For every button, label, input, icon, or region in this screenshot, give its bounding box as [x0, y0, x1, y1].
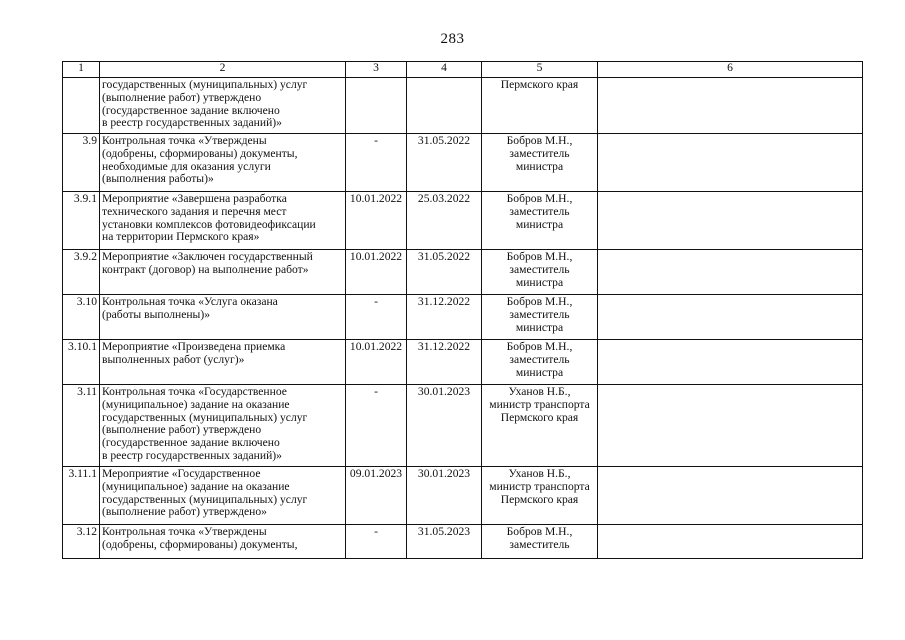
- row-number: 3.10: [63, 295, 100, 340]
- row-end-date: 31.05.2022: [407, 250, 482, 295]
- row-start-date: -: [346, 295, 407, 340]
- table-row: [63, 295, 863, 340]
- row-note: [598, 78, 863, 134]
- row-description: Мероприятие «Государственное (муниципальное) задание на оказание государственных (муниципальных) услуг (выполнение работ) утверждено»: [100, 467, 346, 525]
- table-row: [63, 385, 863, 467]
- row-number: 3.9: [63, 134, 100, 192]
- header-cell: 2: [100, 62, 346, 78]
- row-responsible: Пермского края: [482, 78, 598, 134]
- row-start-date: 10.01.2022: [346, 340, 407, 385]
- header-cell: 4: [407, 62, 482, 78]
- table-row: [63, 525, 863, 559]
- row-start-date: 09.01.2023: [346, 467, 407, 525]
- row-responsible: Бобров М.Н., заместитель министра: [482, 295, 598, 340]
- row-responsible: Бобров М.Н., заместитель министра: [482, 192, 598, 250]
- row-description: государственных (муниципальных) услуг (выполнение работ) утверждено (государственное задание включено в реестр государственных заданий)»: [100, 78, 346, 134]
- row-note: [598, 385, 863, 467]
- row-end-date: 31.12.2022: [407, 295, 482, 340]
- row-description: Мероприятие «Заключен государственный контракт (договор) на выполнение работ»: [100, 250, 346, 295]
- row-responsible: Бобров М.Н., заместитель министра: [482, 134, 598, 192]
- table-body: [63, 78, 863, 559]
- row-start-date: -: [346, 134, 407, 192]
- row-note: [598, 295, 863, 340]
- row-number: 3.10.1: [63, 340, 100, 385]
- table-row: [63, 134, 863, 192]
- row-responsible: Бобров М.Н., заместитель министра: [482, 340, 598, 385]
- row-description: Мероприятие «Завершена разработка технического задания и перечня мест установки комплексов фотовидеофиксации на территории Пермского края»: [100, 192, 346, 250]
- row-description: Контрольная точка «Услуга оказана (работы выполнены)»: [100, 295, 346, 340]
- row-start-date: 10.01.2022: [346, 250, 407, 295]
- page-number: 283: [440, 31, 465, 47]
- header-cell: 3: [346, 62, 407, 78]
- row-number: 3.11.1: [63, 467, 100, 525]
- row-end-date: 30.01.2023: [407, 467, 482, 525]
- row-end-date: 31.05.2022: [407, 134, 482, 192]
- row-start-date: -: [346, 385, 407, 467]
- row-end-date: 31.12.2022: [407, 340, 482, 385]
- row-start-date: -: [346, 525, 407, 559]
- row-responsible: Бобров М.Н., заместитель министра: [482, 250, 598, 295]
- row-end-date: 31.05.2023: [407, 525, 482, 559]
- row-note: [598, 467, 863, 525]
- table-header-row: [63, 62, 863, 78]
- table-row: [63, 340, 863, 385]
- row-responsible: Бобров М.Н., заместитель: [482, 525, 598, 559]
- header-cell: 6: [598, 62, 863, 78]
- row-number: [63, 78, 100, 134]
- row-start-date: [346, 78, 407, 134]
- row-responsible: Уханов Н.Б., министр транспорта Пермского края: [482, 385, 598, 467]
- row-note: [598, 525, 863, 559]
- row-description: Контрольная точка «Государственное (муниципальное) задание на оказание государственных (муниципальных) услуг (выполнение работ) утверждено (государственное задание включено в реестр государственных заданий)»: [100, 385, 346, 467]
- table-row: [63, 192, 863, 250]
- row-end-date: 25.03.2022: [407, 192, 482, 250]
- row-note: [598, 134, 863, 192]
- row-end-date: 30.01.2023: [407, 385, 482, 467]
- row-note: [598, 340, 863, 385]
- row-description: Мероприятие «Произведена приемка выполненных работ (услуг)»: [100, 340, 346, 385]
- table-row: [63, 78, 863, 134]
- header-cell: 1: [63, 62, 100, 78]
- row-note: [598, 192, 863, 250]
- plan-table: [62, 61, 863, 559]
- header-cell: 5: [482, 62, 598, 78]
- row-start-date: 10.01.2022: [346, 192, 407, 250]
- row-number: 3.9.1: [63, 192, 100, 250]
- row-description: Контрольная точка «Утверждены (одобрены, сформированы) документы, необходимые для оказания услуги (выполнения работы)»: [100, 134, 346, 192]
- row-number: 3.11: [63, 385, 100, 467]
- row-number: 3.9.2: [63, 250, 100, 295]
- table-row: [63, 250, 863, 295]
- row-responsible: Уханов Н.Б., министр транспорта Пермского края: [482, 467, 598, 525]
- row-end-date: [407, 78, 482, 134]
- row-note: [598, 250, 863, 295]
- row-description: Контрольная точка «Утверждены (одобрены, сформированы) документы,: [100, 525, 346, 559]
- table-row: [63, 467, 863, 525]
- row-number: 3.12: [63, 525, 100, 559]
